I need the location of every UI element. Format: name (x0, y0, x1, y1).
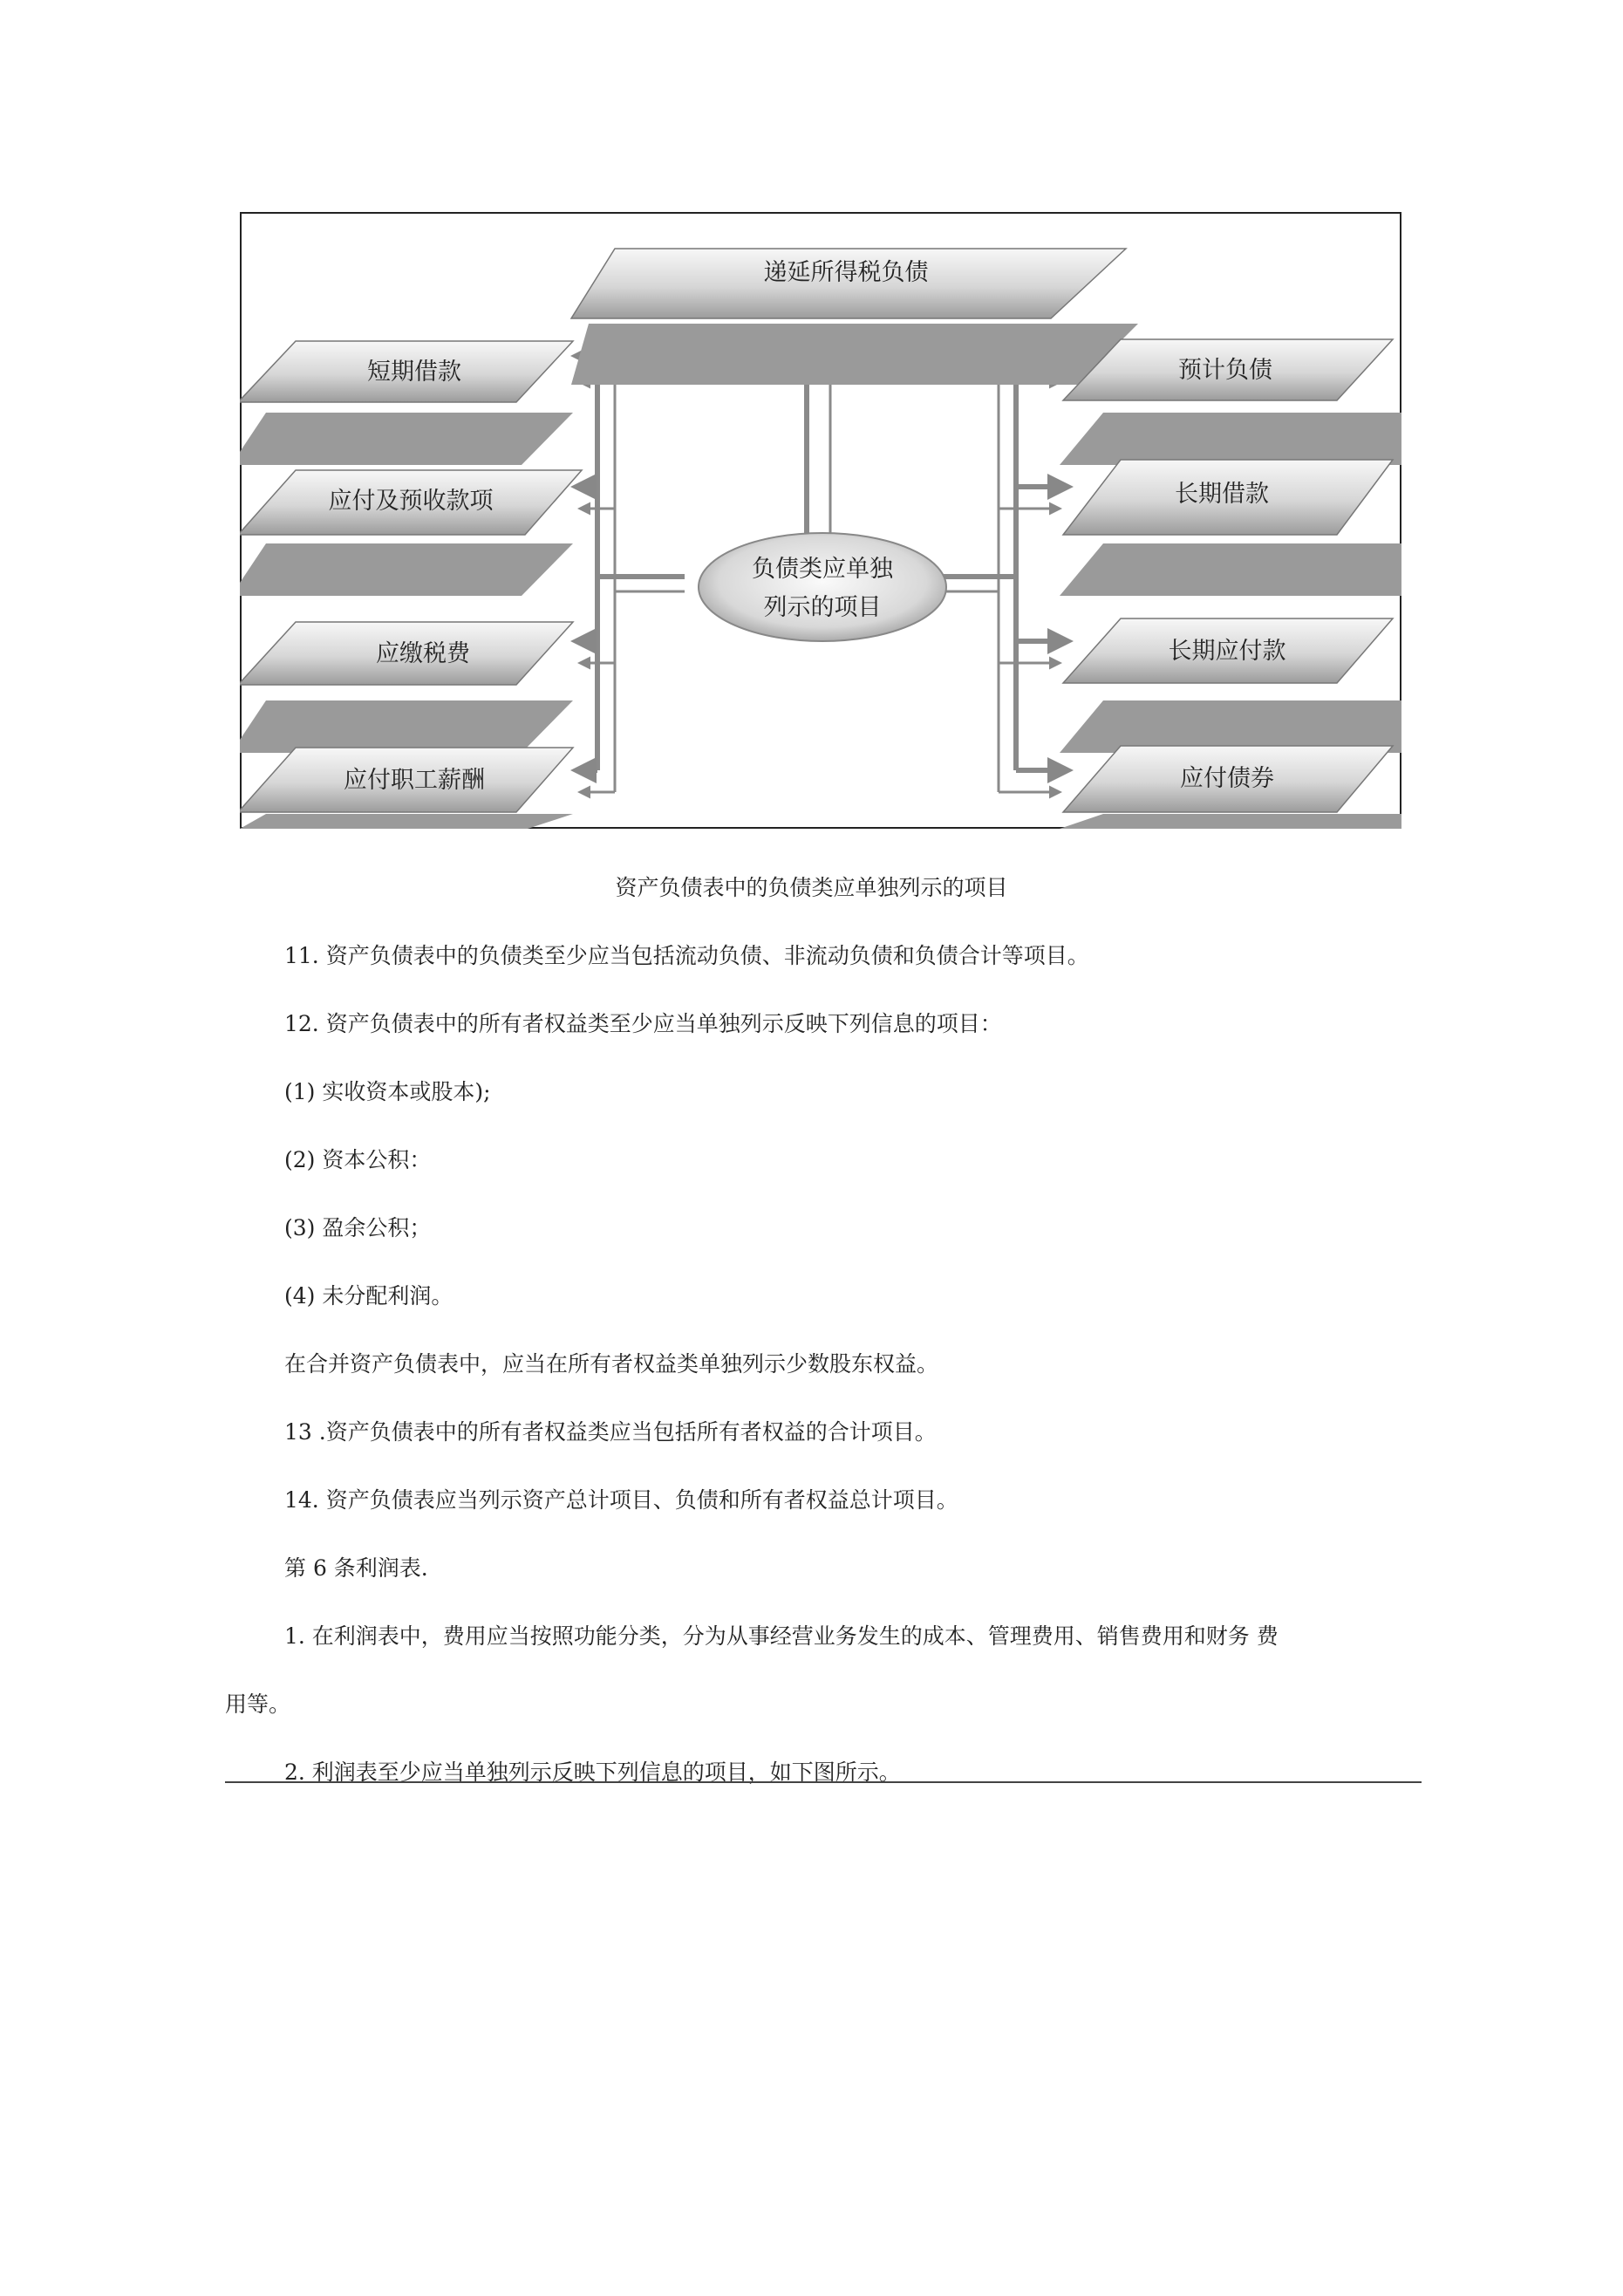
top-node (571, 249, 1138, 385)
horizontal-rule (225, 1781, 1422, 1783)
center-node-line-2: 列示的项目 (763, 594, 882, 621)
center-node-line-1: 负债类应单独 (752, 556, 893, 583)
right-node-2-label: 长期借款 (1175, 481, 1269, 508)
list-item-4: (4) 未分配利润。 (284, 1283, 453, 1309)
article-6-heading: 第 6 条利润表. (284, 1555, 428, 1581)
left-node-4-label: 应付职工薪酬 (344, 767, 485, 794)
liability-diagram (240, 212, 1401, 829)
paragraph-14: 14. 资产负债表应当列示资产总计项目、负债和所有者权益总计项目。 (284, 1487, 958, 1513)
right-node-1 (1060, 339, 1401, 465)
paragraph-income-2: 2. 利润表至少应当单独列示反映下列信息的项目，如下图所示。 (284, 1760, 901, 1785)
paragraph-minority-interest: 在合并资产负债表中，应当在所有者权益类单独列示少数股东权益。 (284, 1351, 939, 1377)
left-node-1 (240, 341, 573, 465)
list-item-2: (2) 资本公积： (284, 1147, 432, 1172)
paragraph-11: 11. 资产负债表中的负债类至少应当包括流动负债、非流动负债和负债合计等项目。 (284, 943, 1089, 968)
left-node-2 (240, 470, 582, 596)
figure-caption: 资产负债表中的负债类应单独列示的项目 (615, 875, 1008, 900)
paragraph-13: 13 .资产负债表中的所有者权益类应当包括所有者权益的合计项目。 (284, 1419, 937, 1445)
right-node-3 (1060, 618, 1401, 753)
top-node-label: 递延所得税负债 (763, 259, 929, 286)
left-node-3-label: 应缴税费 (376, 640, 470, 667)
left-node-3 (240, 622, 573, 753)
left-node-4 (240, 748, 573, 829)
paragraph-income-1-cont: 用等。 (225, 1691, 291, 1717)
list-item-3: (3) 盈余公积； (284, 1215, 432, 1240)
center-node (699, 533, 946, 641)
left-connectors (576, 356, 685, 792)
right-node-2 (1060, 460, 1401, 596)
right-node-4-label: 应付债券 (1180, 765, 1274, 792)
paragraph-income-1: 1. 在利润表中，费用应当按照功能分类，分为从事经营业务发生的成本、管理费用、销售费用和财务 费 (284, 1623, 1279, 1649)
right-node-1-label: 预计负债 (1178, 357, 1272, 384)
right-node-3-label: 长期应付款 (1168, 638, 1286, 665)
right-node-4 (1060, 746, 1401, 829)
left-node-2-label: 应付及预收款项 (328, 488, 494, 515)
list-item-1: (1) 实收资本或股本); (284, 1079, 491, 1104)
left-node-1-label: 短期借款 (367, 359, 461, 386)
paragraph-12: 12. 资产负债表中的所有者权益类至少应当单独列示反映下列信息的项目： (284, 1011, 1002, 1036)
right-connectors (938, 356, 1068, 792)
